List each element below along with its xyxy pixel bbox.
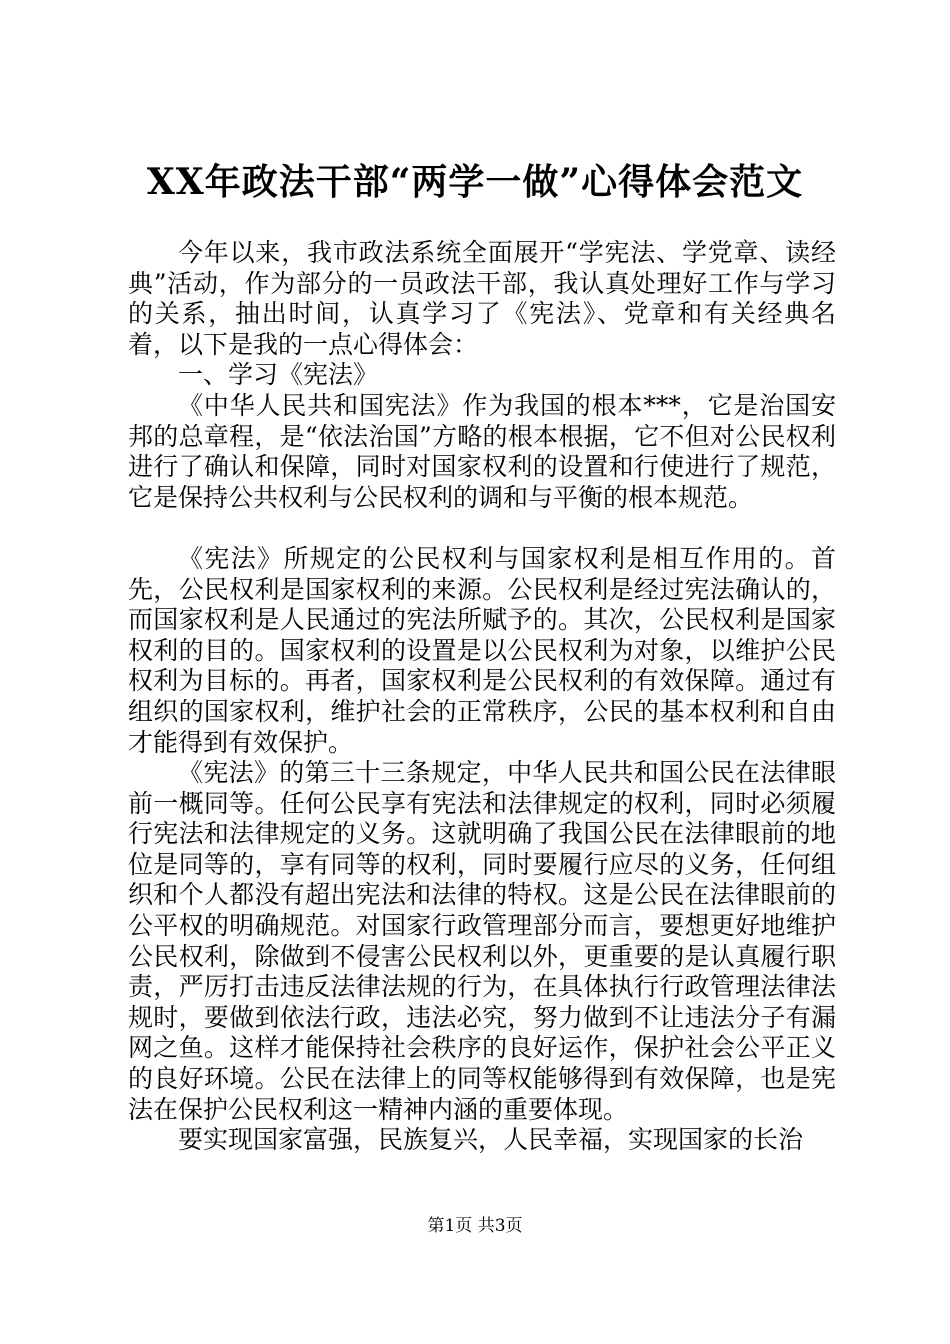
paragraph-constitution: 《中华人民共和国宪法》作为我国的根本***，它是治国安邦的总章程，是“依法治国”方略的根本根据，它不但对公民权利进行了确认和保障，同时对国家权利的设置和行使进行了规范，它是保持公共权利与公民权利的调和与平衡的根本规范。: [128, 390, 836, 512]
page-number-footer: 第1页 共3页: [427, 1216, 523, 1236]
paragraph-intro: 今年以来，我市政法系统全面展开“学宪法、学党章、读经典”活动，作为部分的一员政法干部，我认真处理好工作与学习的关系，抽出时间，认真学习了《宪法》、党章和有关经典名着，以下是我的一点心得体会：: [128, 238, 836, 359]
paragraph-article-33: 《宪法》的第三十三条规定，中华人民共和国公民在法律眼前一概同等。任何公民享有宪法和法律规定的权利，同时必须履行宪法和法律规定的义务。这就明确了我国公民在法律眼前的地位是同等的，享有同等的权利，同时要履行应尽的义务，任何组织和个人都没有超出宪法和法律的特权。这是公民在法律眼前的公平权的明确规范。对国家行政管理部分而言，要想更好地维护公民权利，除做到不侵害公民权利以外，更重要的是认真履行职责，严厉打击违反法律法规的行为，在具体执行行政管理法律法规时，要做到依法行政，违法必究，努力做到不让违法分子有漏网之鱼。这样才能保持社会秩序的良好运作，保护社会公平正义的良好环境。公民在法律上的同等权能够得到有效保障，也是宪法在保护公民权利这一精神内涵的重要体现。: [128, 758, 836, 1124]
paragraph-rights: 《宪法》所规定的公民权利与国家权利是相互作用的。首先，公民权利是国家权利的来源。公民权利是经过宪法确认的，而国家权利是人民通过的宪法所赋予的。其次，公民权利是国家权利的目的。国家权利的设置是以公民权利为对象，以维护公民权利为目标的。再者，国家权利是公民权利的有效保障。通过有组织的国家权利，维护社会的正常秩序，公民的基本权利和自由才能得到有效保护。: [128, 543, 836, 757]
section-heading: 一、学习《宪法》: [178, 360, 379, 390]
paragraph-gap: [128, 513, 836, 544]
paragraph-continuation: 要实现国家富强，民族复兴，人民幸福，实现国家的长治: [178, 1125, 804, 1155]
document-title: XX年政法干部“两学一做”心得体会范文: [146, 161, 804, 203]
document-body: [128, 238, 836, 1156]
